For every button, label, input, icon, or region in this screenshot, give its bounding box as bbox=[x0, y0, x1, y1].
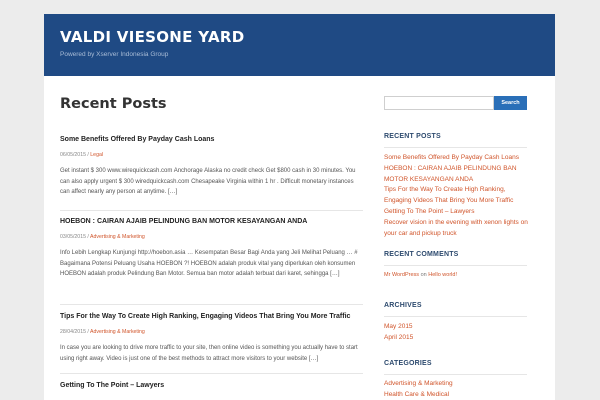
widget-divider bbox=[384, 147, 527, 148]
post-meta: 28/04/2015 / Advertising & Marketing bbox=[60, 329, 145, 335]
page-title: Recent Posts bbox=[60, 96, 167, 112]
list-item bbox=[384, 207, 529, 218]
post-title-link[interactable]: HOEBON : CAIRAN AJAIB PELINDUNG BAN MOTOR KESAYANGAN ANDA bbox=[60, 218, 308, 225]
list-item bbox=[384, 322, 529, 333]
post-date: 28/04/2015 bbox=[60, 329, 86, 335]
archives-list bbox=[384, 322, 529, 344]
post-title-link[interactable]: Tips For the Way To Create High Ranking, Engaging Videos That Bring You More Traffic bbox=[60, 313, 351, 320]
comment-post-link[interactable]: Hello world! bbox=[428, 272, 457, 278]
list-item bbox=[384, 164, 529, 186]
post-excerpt: In case you are looking to drive more traffic to your site, then online video is something you actually have to start using right away. Video is just one of the best methods to attract more visitors to your website […] bbox=[60, 345, 358, 362]
post-date: 03/05/2015 bbox=[60, 234, 86, 240]
post-divider bbox=[60, 304, 363, 305]
post-divider bbox=[60, 373, 363, 374]
category-link[interactable]: Advertising & Marketing bbox=[384, 380, 453, 387]
search-button[interactable]: Search bbox=[494, 96, 527, 110]
archive-link[interactable]: April 2015 bbox=[384, 333, 414, 341]
list-item bbox=[384, 333, 529, 344]
post-item bbox=[60, 313, 363, 364]
recent-post-link[interactable]: Getting To The Point – Lawyers bbox=[384, 207, 475, 215]
widget-divider bbox=[384, 316, 527, 317]
comment-on-text: on bbox=[420, 272, 427, 278]
recent-post-link[interactable]: Tips For the Way To Create High Ranking, Engaging Videos That Bring You More Traffic bbox=[384, 186, 514, 205]
recent-post-link[interactable]: Recover vision in the evening with xenon lights on your car and pickup truck bbox=[384, 218, 528, 237]
post-item bbox=[60, 382, 363, 389]
recent-post-link[interactable]: HOEBON : CAIRAN AJAIB PELINDUNG BAN MOTOR KESAYANGAN ANDA bbox=[384, 164, 517, 183]
archives-title: ARCHIVES bbox=[384, 302, 422, 309]
recent-comments-title: RECENT COMMENTS bbox=[384, 251, 459, 258]
post-divider bbox=[60, 210, 363, 211]
site-description: Powered by Xserver Indonesia Group bbox=[60, 51, 169, 58]
comment-author-link[interactable]: Mr WordPress bbox=[384, 272, 420, 278]
recent-post-link[interactable]: Some Benefits Offered By Payday Cash Loans bbox=[384, 154, 520, 161]
post-category-link[interactable]: Legal bbox=[90, 152, 103, 158]
widget-divider bbox=[384, 265, 527, 266]
comment-item bbox=[384, 272, 457, 278]
search-input[interactable] bbox=[384, 96, 494, 110]
site-title[interactable]: VALDI VIESONE YARD bbox=[60, 28, 245, 46]
list-item bbox=[384, 218, 529, 240]
post-excerpt: Get instant $ 300 www.wirequickcash.com Anchorage Alaska no credit check Get $800 cash in 30 minutes. You can also apply urgent $ 300 wiredquickcash.com Chesapeake Virginia within 1 hr . Difficult monetary instances can affect nearly any person at anytime. […] bbox=[60, 168, 356, 195]
list-item bbox=[384, 390, 529, 400]
post-meta: 06/05/2015 / Legal bbox=[60, 152, 103, 158]
post-title-link[interactable]: Getting To The Point – Lawyers bbox=[60, 382, 165, 389]
categories-title: CATEGORIES bbox=[384, 360, 432, 367]
post-title-link[interactable]: Some Benefits Offered By Payday Cash Loans bbox=[60, 136, 215, 143]
recent-posts-title: RECENT POSTS bbox=[384, 133, 441, 140]
page-content bbox=[44, 76, 555, 400]
list-item bbox=[384, 185, 529, 207]
post-category-link[interactable]: Advertising & Marketing bbox=[90, 234, 145, 240]
list-item bbox=[384, 153, 529, 164]
post-meta: 03/05/2015 / Advertising & Marketing bbox=[60, 234, 145, 240]
post-excerpt: Info Lebih Lengkap Kunjungi http://hoebon.asia … Kesempatan Besar Bagi Anda yang Jeli Melihat Peluang … # Bagaimana Potensi Peluang Usaha HOEBON ?! HOEBON adalah produk vital yang diperlukan oleh konsumen HOEBON adalah produk Pelindung Ban Motor. Semua ban motor adalah terbuat dari karet, sehingga […] bbox=[60, 250, 358, 277]
post-category-link[interactable]: Advertising & Marketing bbox=[90, 329, 145, 335]
widget-divider bbox=[384, 374, 527, 375]
site-header bbox=[44, 14, 555, 76]
post-item bbox=[60, 136, 363, 198]
post-date: 06/05/2015 bbox=[60, 152, 86, 158]
post-item bbox=[60, 218, 363, 280]
category-link[interactable]: Health Care & Medical bbox=[384, 390, 450, 398]
archive-link[interactable]: May 2015 bbox=[384, 323, 413, 330]
list-item bbox=[384, 379, 529, 390]
recent-posts-list bbox=[384, 153, 529, 239]
categories-list bbox=[384, 379, 529, 400]
